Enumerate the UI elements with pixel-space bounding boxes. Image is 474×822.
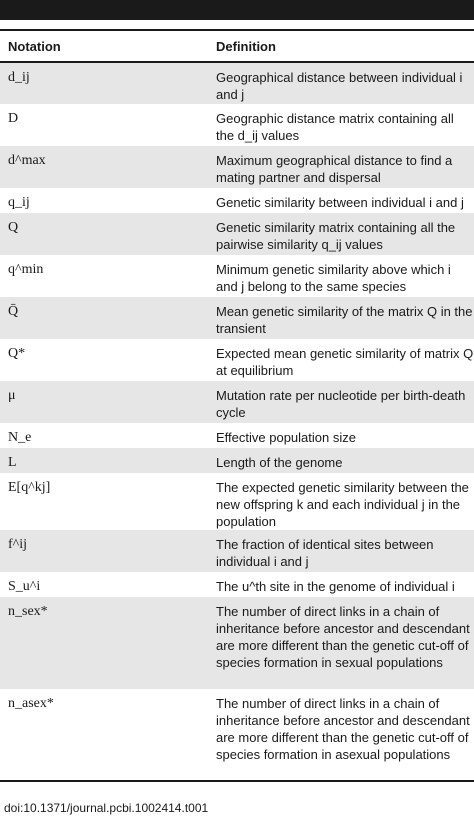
table-row	[0, 146, 474, 188]
table-row	[0, 597, 474, 689]
definition-cell: Genetic similarity matrix containing all the pairwise similarity q_ij values	[208, 213, 474, 255]
definition-cell: Maximum geographical distance to find a mating partner and dispersal	[208, 146, 474, 188]
table-row	[0, 689, 474, 781]
notation-cell: L	[0, 448, 208, 473]
table-row	[0, 530, 474, 572]
notation-cell: d^max	[0, 146, 208, 188]
definition-cell: Minimum genetic similarity above which i and j belong to the same species	[216, 262, 451, 294]
table-row	[0, 104, 474, 146]
notation-cell: Q̄	[0, 297, 208, 339]
definition-cell: Mutation rate per nucleotide per birth-death cycle	[208, 381, 474, 423]
table-row	[0, 423, 474, 448]
notation-cell: q^min	[8, 262, 44, 277]
table-row	[0, 448, 474, 473]
table-row	[0, 188, 474, 213]
table-row	[0, 213, 474, 255]
table-row	[0, 473, 474, 530]
notation-cell: q_ij	[8, 195, 30, 210]
notation-cell: f^ij	[0, 530, 208, 572]
header-definition: Definition	[208, 30, 474, 62]
table-row	[0, 62, 474, 104]
table-header-row	[0, 30, 474, 62]
doi-caption: doi:10.1371/journal.pcbi.1002414.t001	[4, 801, 209, 815]
notation-cell: n_sex*	[0, 597, 208, 689]
notation-cell: μ	[0, 381, 208, 423]
definition-cell: Mean genetic similarity of the matrix Q in the transient	[208, 297, 474, 339]
definition-cell: The expected genetic similarity between the new offspring k and each individual j in the population	[216, 480, 469, 529]
definition-cell: The number of direct links in a chain of inheritance before ancestor and descendant are more different than the genetic cut-off of species formation in sexual populations	[208, 597, 474, 689]
definition-cell: Expected mean genetic similarity of matrix Q at equilibrium	[216, 346, 474, 378]
notation-cell: n_asex*	[0, 689, 208, 781]
header-notation: Notation	[0, 30, 208, 62]
table-row	[0, 572, 474, 597]
definition-cell: Geographic distance matrix containing all the d_ij values	[216, 111, 454, 143]
notation-cell: d_ij	[0, 62, 208, 104]
definition-cell: Effective population size	[216, 430, 356, 445]
definition-cell: Geographical distance between individual i and j	[208, 62, 474, 104]
definition-cell: The fraction of identical sites between individual i and j	[208, 530, 474, 572]
notation-cell: N_e	[8, 430, 32, 445]
notation-cell: E[q^kj]	[8, 480, 51, 495]
table-row	[0, 255, 474, 297]
definition-cell: Genetic similarity between individual i and j	[216, 195, 464, 210]
definition-cell: Length of the genome	[208, 448, 474, 473]
notation-table	[0, 29, 474, 782]
table-row	[0, 339, 474, 381]
notation-cell: D	[8, 111, 19, 126]
definition-cell: The number of direct links in a chain of inheritance before ancestor and descendant are more different than the genetic cut-off of species formation in asexual populations	[208, 689, 474, 781]
definition-cell: The u^th site in the genome of individual i	[216, 579, 455, 594]
top-bar	[0, 0, 474, 20]
notation-cell: S_u^i	[8, 579, 41, 594]
notation-cell: Q*	[8, 346, 26, 361]
notation-cell: Q	[0, 213, 208, 255]
table-row	[0, 297, 474, 339]
table-row	[0, 381, 474, 423]
